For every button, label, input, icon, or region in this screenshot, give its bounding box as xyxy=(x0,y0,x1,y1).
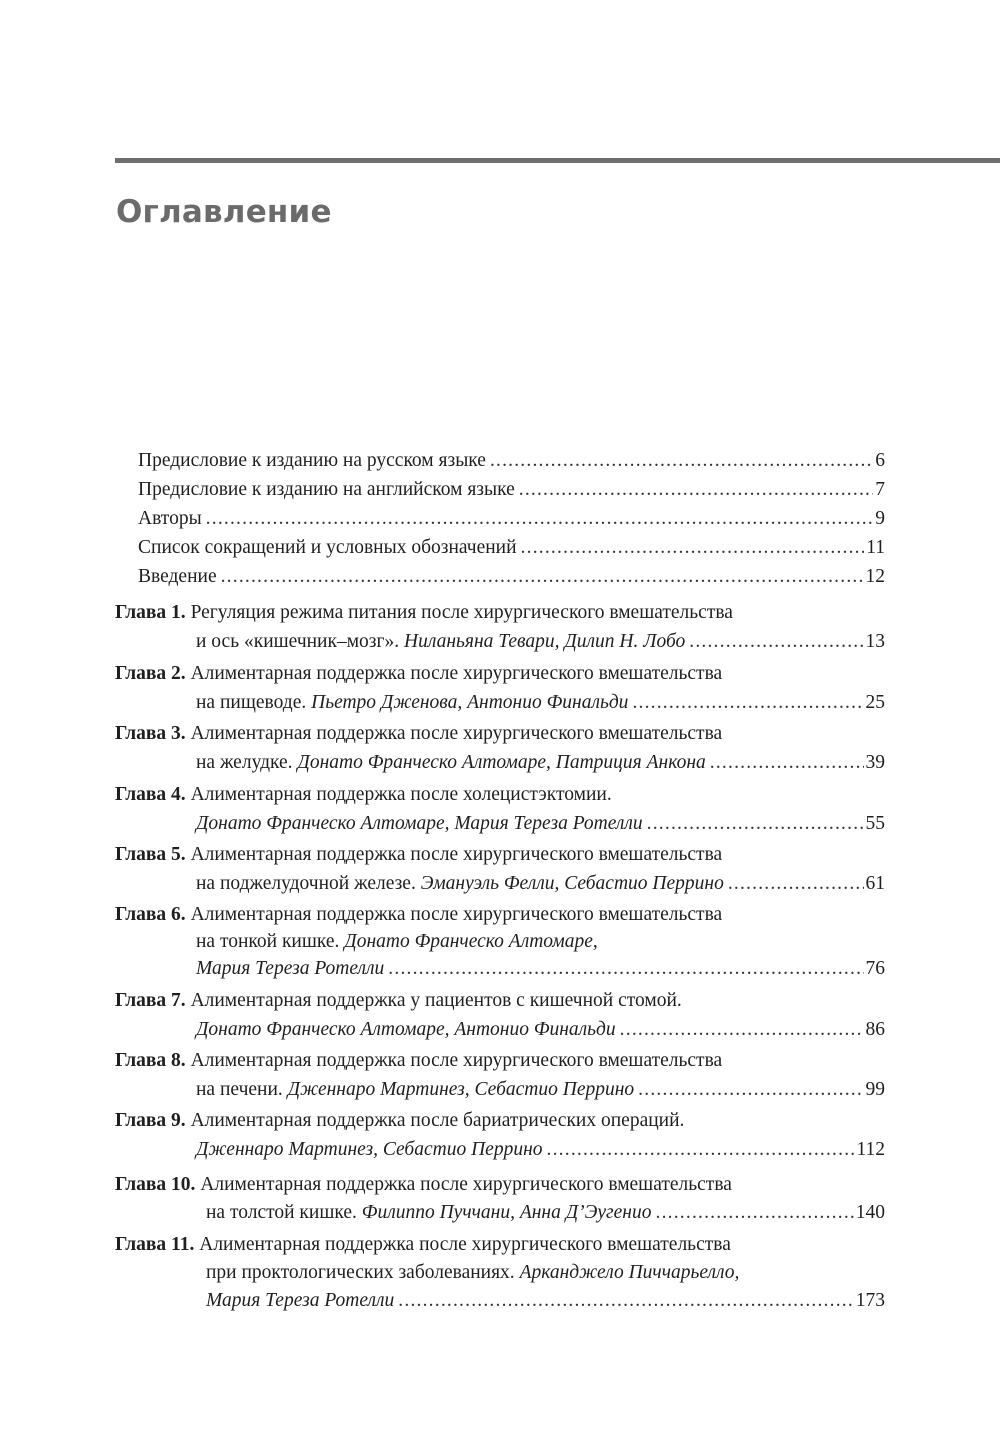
toc-entry-authors[interactable] xyxy=(138,504,885,534)
chapter-1-author-line[interactable] xyxy=(196,627,885,657)
toc-entry-abbreviations[interactable] xyxy=(138,533,885,563)
dot-leader xyxy=(638,1075,863,1105)
toc-page-number: 61 xyxy=(865,873,885,894)
chapter-label: Глава 11. xyxy=(115,1234,195,1255)
toc-entry-title: Предисловие к изданию на русском языке xyxy=(138,450,486,471)
chapter-3-author-line[interactable] xyxy=(196,748,885,778)
dot-leader xyxy=(689,627,863,657)
chapter-10-title-line[interactable] xyxy=(115,1170,885,1200)
chapter-label: Глава 4. xyxy=(115,784,186,805)
toc-entry-introduction[interactable] xyxy=(138,562,885,592)
chapter-title: Алиментарная поддержка у пациентов с кишечной стомой. xyxy=(190,990,682,1011)
dot-leader xyxy=(647,809,864,839)
chapter-6-author-line-2[interactable] xyxy=(196,954,885,984)
chapter-title: Регуляция режима питания после хирургического вмешательства xyxy=(190,602,733,623)
chapter-1-title-line[interactable] xyxy=(115,598,885,628)
chapter-title: Алиментарная поддержка после хирургического вмешательства xyxy=(199,1234,731,1255)
chapter-11-author-line[interactable] xyxy=(206,1258,885,1288)
chapter-authors: Дженнаро Мартинез, Себастио Перрино xyxy=(196,1139,543,1160)
dot-leader xyxy=(521,533,865,563)
chapter-authors: Дженнаро Мартинез, Себастио Перрино xyxy=(287,1079,635,1100)
chapter-authors: Ниланьяна Тевари, Дилип Н. Лобо xyxy=(404,631,686,652)
dot-leader xyxy=(620,1015,864,1045)
chapter-authors: Мария Тереза Ротелли xyxy=(196,958,385,979)
chapter-authors: Донато Франческо Алтомаре, Мария Тереза Ротелли xyxy=(196,813,643,834)
toc-entry-title: Предисловие к изданию на английском языке xyxy=(138,479,515,500)
chapter-title-cont: на поджелудочной железе. xyxy=(196,873,416,894)
chapter-11-author-line-2[interactable] xyxy=(206,1286,885,1316)
dot-leader xyxy=(728,869,864,899)
toc-entry-title: Введение xyxy=(138,566,217,587)
chapter-title: Алиментарная поддержка после хирургического вмешательства xyxy=(190,663,723,684)
chapter-title: Алиментарная поддержка после хирургического вмешательства xyxy=(190,1050,723,1071)
chapter-title: Алиментарная поддержка после хирургического вмешательства xyxy=(190,844,723,865)
chapter-8-author-line[interactable] xyxy=(196,1075,885,1105)
chapter-10-author-line[interactable] xyxy=(206,1198,885,1228)
toc-page-number: 112 xyxy=(856,1139,885,1160)
chapter-label: Глава 8. xyxy=(115,1050,186,1071)
chapter-label: Глава 10. xyxy=(115,1174,196,1195)
chapter-6-author-line[interactable] xyxy=(196,927,885,957)
dot-leader xyxy=(632,688,863,718)
dot-leader xyxy=(656,1198,854,1228)
toc-page-number: 25 xyxy=(865,692,885,713)
toc-page-number: 55 xyxy=(865,813,885,834)
dot-leader xyxy=(519,475,874,505)
chapter-authors: Пьетро Дженова, Антонио Финальди xyxy=(311,692,629,713)
chapter-3-title-line[interactable] xyxy=(115,719,885,749)
dot-leader xyxy=(710,748,864,778)
chapter-9-author-line[interactable] xyxy=(196,1135,885,1165)
chapter-title-cont: на пищеводе. xyxy=(196,692,307,713)
chapter-9-title-line[interactable] xyxy=(115,1106,885,1136)
chapter-6-title-line[interactable] xyxy=(115,900,885,930)
dot-leader xyxy=(206,504,874,534)
chapter-5-author-line[interactable] xyxy=(196,869,885,899)
chapter-authors: Филиппо Пуччани, Анна Д’Эугенио xyxy=(361,1202,652,1223)
chapter-title: Алиментарная поддержка после холецистэктомии. xyxy=(190,784,612,805)
toc-page-number: 13 xyxy=(865,631,885,652)
chapter-title-cont: на желудке. xyxy=(196,752,293,773)
toc-page-number: 76 xyxy=(865,958,885,979)
chapter-title-cont: и ось «кишечник–мозг». xyxy=(196,631,400,652)
chapter-label: Глава 3. xyxy=(115,723,186,744)
chapter-4-author-line[interactable] xyxy=(196,809,885,839)
chapter-label: Глава 9. xyxy=(115,1110,186,1131)
page-title: Оглавление xyxy=(116,194,332,230)
toc-entry-title: Авторы xyxy=(138,508,202,529)
chapter-title: Алиментарная поддержка после бариатрических операций. xyxy=(190,1110,685,1131)
chapter-title: Алиментарная поддержка после хирургического вмешательства xyxy=(190,723,723,744)
chapter-title-cont: на печени. xyxy=(196,1079,283,1100)
chapter-title: Алиментарная поддержка после хирургического вмешательства xyxy=(190,904,723,925)
chapter-label: Глава 7. xyxy=(115,990,186,1011)
chapter-title-cont: при проктологических заболеваниях. xyxy=(206,1262,515,1283)
toc-page-number: 99 xyxy=(865,1079,885,1100)
chapter-4-title-line[interactable] xyxy=(115,780,885,810)
toc-page-number: 39 xyxy=(865,752,885,773)
toc-entry-preface-ru[interactable] xyxy=(138,446,885,476)
chapter-authors: Арканджело Пиччарьелло, xyxy=(519,1262,740,1283)
toc-page-number: 9 xyxy=(875,508,885,529)
chapter-label: Глава 6. xyxy=(115,904,186,925)
chapter-authors: Эмануэль Фелли, Себастио Перрино xyxy=(420,873,724,894)
header-rule xyxy=(115,158,1000,163)
chapter-5-title-line[interactable] xyxy=(115,840,885,870)
dot-leader xyxy=(221,562,864,592)
chapter-authors: Донато Франческо Алтомаре, Антонио Финальди xyxy=(196,1019,616,1040)
chapter-8-title-line[interactable] xyxy=(115,1046,885,1076)
toc-page-number: 11 xyxy=(866,537,885,558)
toc-page-number: 7 xyxy=(875,479,885,500)
dot-leader xyxy=(388,954,863,984)
chapter-7-author-line[interactable] xyxy=(196,1015,885,1045)
chapter-7-title-line[interactable] xyxy=(115,986,885,1016)
chapter-authors: Донато Франческо Алтомаре, Патриция Анкона xyxy=(297,752,706,773)
chapter-authors: Донато Франческо Алтомаре, xyxy=(344,931,598,952)
chapter-label: Глава 1. xyxy=(115,602,186,623)
chapter-title-cont: на толстой кишке. xyxy=(206,1202,357,1223)
dot-leader xyxy=(547,1135,855,1165)
toc-entry-title: Список сокращений и условных обозначений xyxy=(138,537,517,558)
chapter-authors: Мария Тереза Ротелли xyxy=(206,1290,395,1311)
chapter-2-title-line[interactable] xyxy=(115,659,885,689)
toc-page-number: 12 xyxy=(865,566,885,587)
chapter-label: Глава 2. xyxy=(115,663,186,684)
toc-page-number: 140 xyxy=(855,1202,885,1223)
dot-leader xyxy=(398,1286,853,1316)
toc-entry-preface-en[interactable] xyxy=(138,475,885,505)
chapter-title-cont: на тонкой кишке. xyxy=(196,931,340,952)
toc-page-number: 173 xyxy=(855,1290,885,1311)
toc-page-number: 6 xyxy=(875,450,885,471)
chapter-2-author-line[interactable] xyxy=(196,688,885,718)
chapter-label: Глава 5. xyxy=(115,844,186,865)
toc-page-number: 86 xyxy=(865,1019,885,1040)
dot-leader xyxy=(490,446,873,476)
chapter-11-title-line[interactable] xyxy=(115,1230,885,1260)
chapter-title: Алиментарная поддержка после хирургического вмешательства xyxy=(200,1174,732,1195)
